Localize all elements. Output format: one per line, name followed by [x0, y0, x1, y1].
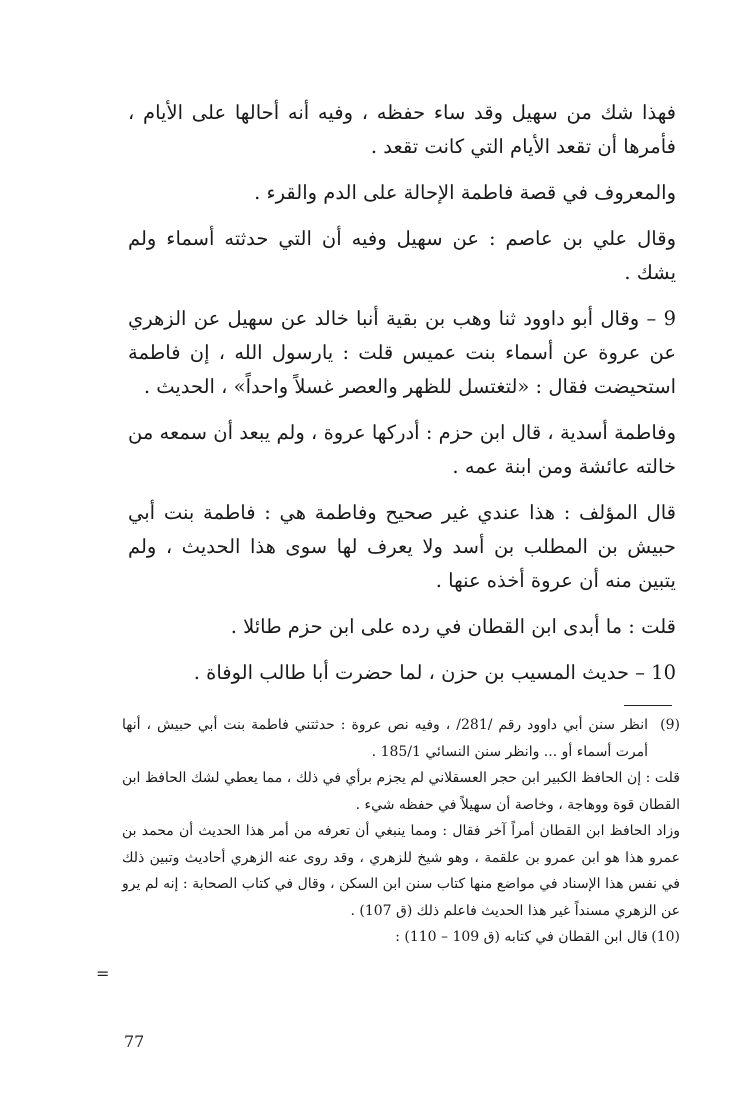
footnote-text: انظر سنن أبي داوود رقم /281/ ، وفيه نص عروة : حدثتني فاطمة بنت أبي حبيش ، أنها أمرت أسماء أو ... وانظر سنن النسائي 185/1 . — [122, 717, 649, 760]
footnotes — [122, 712, 680, 951]
paragraph: قال المؤلف : هذا عندي غير صحيح وفاطمة هي : فاطمة بنت أبي حبيش بن المطلب بن أسد ولا يعرف لها سوى هذا الحديث ، ولم يتبين منه أن عروة أخذه عنها . — [128, 501, 676, 592]
paragraph: والمعروف في قصة فاطمة الإحالة على الدم والقرء . — [254, 181, 676, 204]
margin-mark: = — [96, 964, 110, 983]
paragraph: وقال علي بن عاصم : عن سهيل وفيه أن التي حدثته أسماء ولم يشك . — [128, 227, 676, 284]
paragraph: قلت : ما أبدى ابن القطان في رده على ابن حزم طائلا . — [230, 615, 676, 638]
footnote-number: (10) — [651, 929, 680, 945]
footnote-number: (9) — [660, 717, 681, 733]
paragraph: 10 – حديث المسيب بن حزن ، لما حضرت أبا طالب الوفاة . — [193, 661, 676, 684]
page-number: 77 — [124, 1032, 145, 1051]
footnote-paragraph: وزاد الحافظ ابن القطان أمراً آخر فقال : ومما ينبغي أن تعرفه من أمر هذا الحديث أن محمد بن عمرو هذا هو ابن عمرو بن علقمة ، وهو شيخ للزهري ، وقد روى عنه الزهري أحاديث وتبين ذلك في نفس هذا الإسناد في مواضع منها كتاب سنن ابن السكن ، وقال في كتاب الصحابة : إنه لم يرو عن الزهري مسنداً غير هذا الحديث فاعلم ذلك (ق 107) . — [122, 823, 680, 919]
footnote-text: قال ابن القطان في كتابه (ق 109 – 110) : — [395, 929, 648, 945]
footnote-10 — [122, 924, 680, 951]
footnote-9 — [122, 712, 680, 765]
footnote-separator — [624, 705, 672, 706]
paragraph: وفاطمة أسدية ، قال ابن حزم : أدركها عروة ، ولم يبعد أن سمعه من خالته عائشة ومن ابنة عمه . — [128, 421, 676, 478]
main-text — [128, 96, 676, 702]
paragraph: فهذا شك من سهيل وقد ساء حفظه ، وفيه أنه أحالها على الأيام ، فأمرها أن تقعد الأيام التي كانت تقعد . — [128, 101, 676, 158]
paragraph: 9 – وقال أبو داوود ثنا وهب بن بقية أنبا خالد عن سهيل عن الزهري عن عروة عن أسماء بنت عميس قلت : يارسول الله ، إن فاطمة استحيضت فقال : «لتغتسل للظهر والعصر غسلاً واحداً» ، الحديث . — [128, 307, 676, 398]
footnote-paragraph: قلت : إن الحافظ الكبير ابن حجر العسقلاني لم يجزم برأي في ذلك ، مما يعطي لشك الحافظ ابن القطان قوة ووهاجة ، وخاصة أن سهيلاً في حفظه شيء . — [122, 770, 680, 813]
